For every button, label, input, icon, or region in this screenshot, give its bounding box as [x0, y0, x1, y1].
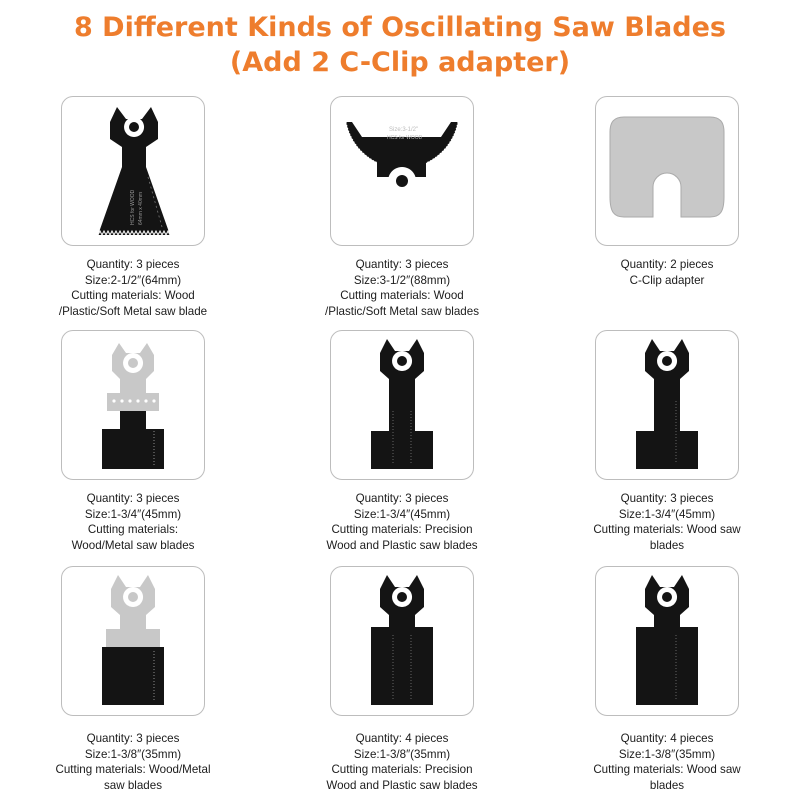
blade-card-2 [330, 96, 474, 246]
page-title: 8 Different Kinds of Oscillating Saw Blades [74, 12, 726, 43]
caption-size: Size:1-3/8″(35mm) [353, 747, 451, 761]
caption-size: Size:3-1/2″(88mm) [353, 273, 451, 287]
page-subtitle: (Add 2 C-Clip adapter) [229, 47, 571, 78]
precision-45mm-blade-icon [331, 331, 472, 478]
blade-caption-8 [282, 731, 522, 793]
caption-material: Cutting materials: Wood saw [593, 763, 741, 777]
bimetal-45mm-blade-icon [62, 331, 203, 478]
blade-caption-7 [13, 731, 253, 793]
blade-card-7 [61, 566, 205, 716]
blade-caption-2 [282, 257, 522, 319]
caption-quantity: Quantity: 4 pieces [620, 732, 714, 745]
blade-caption-3 [547, 257, 787, 288]
blade-card-6 [595, 330, 739, 480]
blade-card-9 [595, 566, 739, 716]
blade-caption-4 [13, 491, 253, 553]
caption-material: Cutting materials: Precision [331, 523, 473, 537]
blade-caption-6 [547, 491, 787, 553]
blade-card-1 [61, 96, 205, 246]
caption-material: Cutting materials: Wood/Metal [55, 763, 211, 777]
blade-caption-5 [282, 491, 522, 553]
caption-material: Cutting materials: [87, 523, 179, 537]
caption-quantity: Quantity: 3 pieces [355, 258, 449, 271]
caption-quantity: Quantity: 3 pieces [86, 258, 180, 271]
blade-caption-9 [547, 731, 787, 793]
wood-45mm-blade-icon [596, 331, 737, 478]
caption-quantity: Quantity: 3 pieces [620, 492, 714, 505]
bimetal-35mm-blade-icon [62, 567, 203, 714]
caption-material-cont: saw blades [103, 778, 162, 792]
caption-material: Cutting materials: Precision [331, 763, 473, 777]
caption-material-cont: blades [649, 778, 685, 792]
blade-etching: HCS for WOOD [130, 189, 136, 225]
caption-size: Size:1-3/4″(45mm) [618, 507, 716, 521]
caption-material-cont: /Plastic/Soft Metal saw blades [324, 304, 479, 318]
caption-material-cont: Wood/Metal saw blades [71, 538, 195, 552]
caption-material-cont: Wood and Plastic saw blades [326, 538, 478, 552]
caption-material-cont: /Plastic/Soft Metal saw blade [58, 304, 208, 318]
caption-size: Size:1-3/4″(45mm) [353, 507, 451, 521]
c-clip-adapter-icon [596, 97, 737, 244]
caption-quantity: Quantity: 4 pieces [355, 732, 449, 745]
blade-card-3 [595, 96, 739, 246]
caption-type: C-Clip adapter [629, 273, 705, 287]
blade-caption-1 [13, 257, 253, 319]
caption-quantity: Quantity: 2 pieces [620, 258, 714, 271]
caption-size: Size:2-1/2″(64mm) [84, 273, 182, 287]
caption-material-cont: Wood and Plastic saw blades [326, 778, 478, 792]
caption-size: Size:1-3/8″(35mm) [84, 747, 182, 761]
semicircle-blade-icon [331, 97, 472, 244]
bimetal-wide-blade-icon [62, 97, 203, 244]
wood-35mm-blade-icon [596, 567, 737, 714]
blade-etching: Size:3-1/2" [389, 127, 419, 133]
caption-size: Size:1-3/4″(45mm) [84, 507, 182, 521]
caption-quantity: Quantity: 3 pieces [86, 732, 180, 745]
precision-35mm-blade-icon [331, 567, 472, 714]
caption-material-cont: blades [649, 538, 685, 552]
blade-card-8 [330, 566, 474, 716]
blade-card-4 [61, 330, 205, 480]
blade-card-5 [330, 330, 474, 480]
blade-etching: HCS for WOOD [387, 135, 423, 141]
caption-size: Size:1-3/8″(35mm) [618, 747, 716, 761]
caption-material: Cutting materials: Wood [340, 289, 464, 303]
caption-material: Cutting materials: Wood [71, 289, 195, 303]
caption-quantity: Quantity: 3 pieces [86, 492, 180, 505]
caption-quantity: Quantity: 3 pieces [355, 492, 449, 505]
blade-etching: 64mm x 40mm [138, 191, 144, 225]
caption-material: Cutting materials: Wood saw [593, 523, 741, 537]
